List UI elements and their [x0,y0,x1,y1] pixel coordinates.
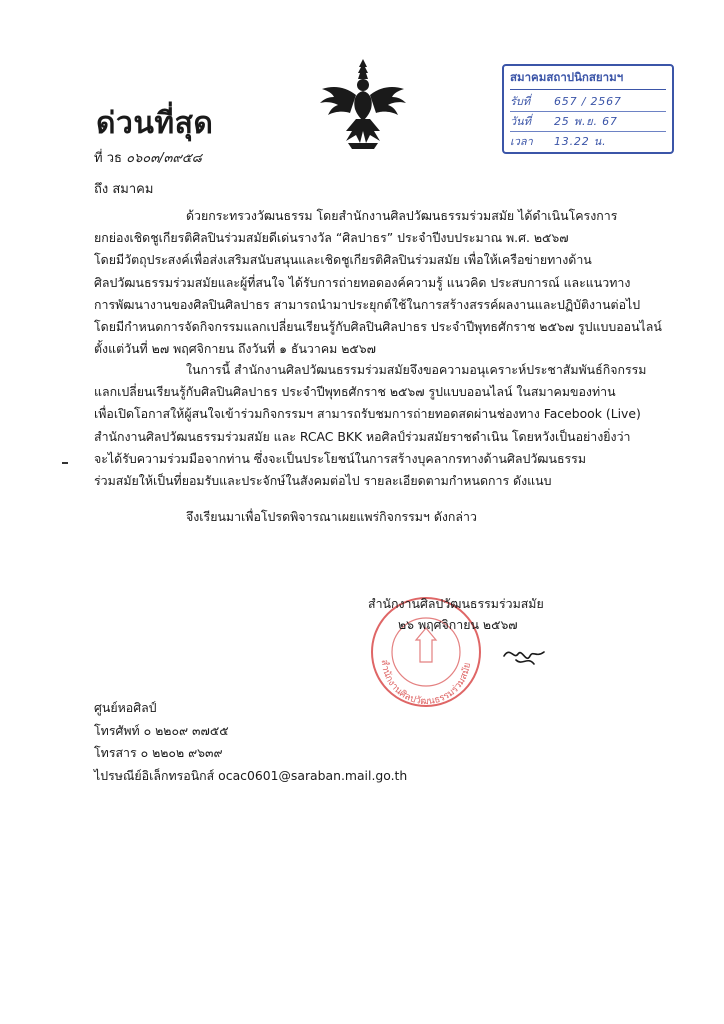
paragraph-line: แลกเปลี่ยนเรียนรู้กับศิลปินศิลปาธร ประจำปีพุทธศักราช ๒๕๖๗ รูปแบบออนไลน์ ในสมาคมของท่าน [94,384,616,400]
paragraph-line: โดยมีกำหนดการจัดกิจกรรมแลกเปลี่ยนเรียนรู้กับศิลปินศิลปาธร ประจำปีพุทธศักราช ๒๕๖๗ รูปแบบออนไลน์ [94,319,662,335]
contact-fax: โทรสาร ๐ ๒๒๐๒ ๙๖๓๙ [94,745,223,760]
handwritten-signature [500,640,548,670]
paragraph-line: ร่วมสมัยให้เป็นที่ยอมรับและประจักษ์ในสังคมต่อไป รายละเอียดตามกำหนดการ ดังแนบ [94,473,552,489]
receipt-label: เวลา [510,135,533,148]
stray-mark [62,462,68,465]
reference-number: ๐๖๐๓/๓๙๕๘ [126,151,202,166]
paragraph-line: ยกย่องเชิดชูเกียรติศิลปินร่วมสมัยดีเด่นรางวัล “ศิลปาธร” ประจำปีงบประมาณ พ.ศ. ๒๕๖๗ [94,230,569,246]
contact-email: ไปรษณีย์อิเล็กทรอนิกส์ ocac0601@saraban.mail.go.th [94,767,408,783]
contact-unit: ศูนย์หอศิลป์ [94,700,157,715]
receipt-value: 13.22 น. [554,135,607,148]
paragraph-line: ด้วยกระทรวงวัฒนธรรม โดยสำนักงานศิลปวัฒนธรรมร่วมสมัย ได้ดำเนินโครงการ [186,208,618,223]
receipt-stamp-row [510,132,666,151]
paragraph-line: ตั้งแต่วันที่ ๒๗ พฤศจิกายน ถึงวันที่ ๑ ธันวาคม ๒๕๖๗ [94,341,376,357]
paragraph-line: เพื่อเปิดโอกาสให้ผู้สนใจเข้าร่วมกิจกรรมฯ สามารถรับชมการถ่ายทอดสดผ่านช่องทาง Facebook (Live) [94,406,641,422]
receipt-stamp-row [510,112,666,132]
seal-text: สำนักงานศิลปวัฒนธรรมร่วมสมัย [378,658,473,708]
receipt-label: วันที่ [510,115,531,128]
signing-date: ๒๖ พฤศจิกายน ๒๕๖๗ [398,617,518,632]
receipt-value: 657 / 2567 [554,95,622,108]
receipt-stamp [502,64,674,154]
body-paragraph-2 [94,359,684,492]
receipt-stamp-org: สมาคมสถาปนิกสยามฯ [510,69,666,90]
garuda-emblem [318,55,408,155]
body-paragraph-1 [94,205,684,360]
paragraph-line: จะได้รับความร่วมมือจากท่าน ซึ่งจะเป็นประโยชน์ในการสร้างบุคลากรทางด้านศิลปวัฒนธรรม [94,450,587,466]
closing-line [94,506,684,528]
paragraph-line: ในการนี้ สำนักงานศิลปวัฒนธรรมร่วมสมัยจึงขอความอนุเคราะห์ประชาสัมพันธ์กิจกรรม [186,362,647,377]
closing-text: จึงเรียนมาเพื่อโปรดพิจารณาเผยแพร่กิจกรรมฯ ดังกล่าว [186,509,477,524]
recipient-line: ถึง สมาคม [94,182,154,197]
paragraph-line: ศิลปวัฒนธรรมร่วมสมัยและผู้ที่สนใจ ได้รับการถ่ายทอดองค์ความรู้ แนวคิด ประสบการณ์ และแนวทาง [94,274,631,290]
signature-block [368,593,558,635]
contact-phone: โทรศัพท์ ๐ ๒๒๐๙ ๓๗๕๕ [94,722,229,738]
receipt-value: 25 พ.ย. 67 [554,115,618,128]
signing-office: สำนักงานศิลปวัฒนธรรมร่วมสมัย [368,596,544,611]
receipt-label: รับที่ [510,95,531,108]
paragraph-line: โดยมีวัตถุประสงค์เพื่อส่งเสริมสนับสนุนและเชิดชูเกียรติศิลปินร่วมสมัย เพื่อให้เครือข่ายทางด้าน [94,252,592,268]
reference-prefix: ที่ วธ [94,151,122,166]
urgency-heading: ด่วนที่สุด [96,106,214,141]
paragraph-line: การพัฒนางานของศิลปินศิลปาธร สามารถนำมาประยุกต์ใช้ในการสร้างสรรค์ผลงานและปฏิบัติงานต่อไป [94,296,641,312]
receipt-stamp-row [510,92,666,112]
document-reference [94,147,202,168]
contact-block [94,697,407,787]
paragraph-line: สำนักงานศิลปวัฒนธรรมร่วมสมัย และ RCAC BKK หอศิลป์ร่วมสมัยราชดำเนิน โดยหวังเป็นอย่างยิ่งว่า [94,428,631,444]
